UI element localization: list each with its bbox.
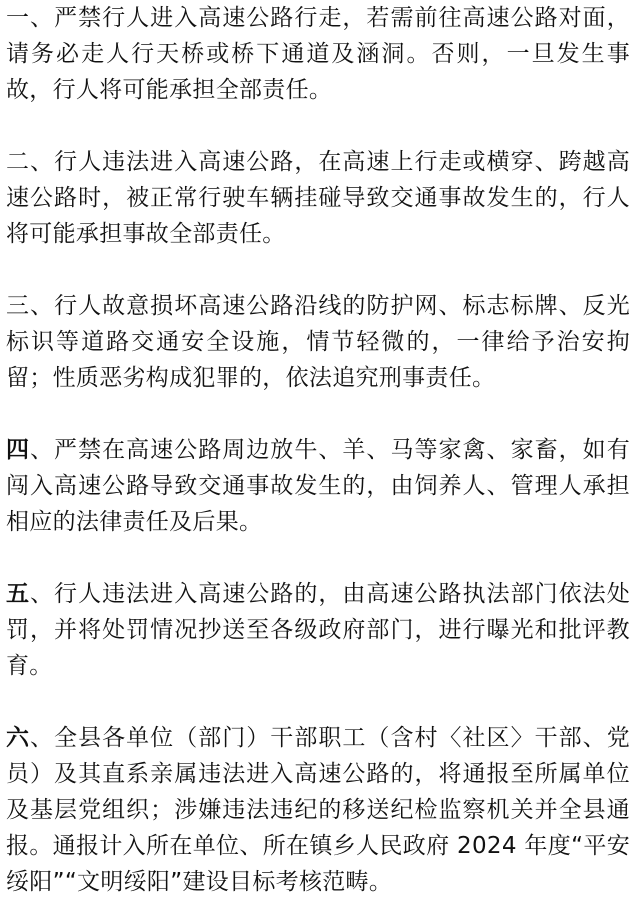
- paragraph-text: 、行人违法进入高速公路的，由高速公路执法部门依法处罚，并将处罚情况抄送至各级政府部门，进行曝光和批评教育。: [6, 581, 630, 679]
- paragraph-text: 、严禁在高速公路周边放牛、羊、马等家禽、家畜，如有闯入高速公路导致交通事故发生的，由饲养人、管理人承担相应的法律责任及后果。: [6, 437, 630, 535]
- paragraph-number: 一、: [6, 5, 55, 31]
- paragraph-number: 二、: [6, 149, 55, 175]
- paragraph-4: [6, 432, 630, 540]
- paragraph-number: 六: [6, 725, 31, 751]
- document-body: [6, 0, 630, 900]
- paragraph-text: 行人故意损坏高速公路沿线的防护网、标志标牌、反光标识等道路交通安全设施，情节轻微的，一律给予治安拘留；性质恶劣构成犯罪的，依法追究刑事责任。: [6, 293, 630, 391]
- paragraph-2: [6, 144, 630, 252]
- paragraph-text: 、全县各单位（部门）干部职工（含村〈社区〉干部、党员）及其直系亲属违法进入高速公路的，将通报至所属单位及基层党组织；涉嫌违法违纪的移送纪检监察机关并全县通报。通报计入所在单位、所在镇乡人民政府 2024 年度“平安绥阳”“文明绥阳”建设目标考核范畴。: [6, 725, 630, 895]
- paragraph-6: [6, 720, 630, 900]
- paragraph-number: 五: [6, 581, 31, 607]
- paragraph-number: 四: [6, 437, 31, 463]
- paragraph-text: 严禁行人进入高速公路行走，若需前往高速公路对面，请务必走人行天桥或桥下通道及涵洞。否则，一旦发生事故，行人将可能承担全部责任。: [6, 5, 630, 103]
- paragraph-5: [6, 576, 630, 684]
- paragraph-3: [6, 288, 630, 396]
- paragraph-text: 行人违法进入高速公路，在高速上行走或横穿、跨越高速公路时，被正常行驶车辆挂碰导致交通事故发生的，行人将可能承担事故全部责任。: [6, 149, 630, 247]
- paragraph-number: 三、: [6, 293, 55, 319]
- paragraph-1: [6, 0, 630, 108]
